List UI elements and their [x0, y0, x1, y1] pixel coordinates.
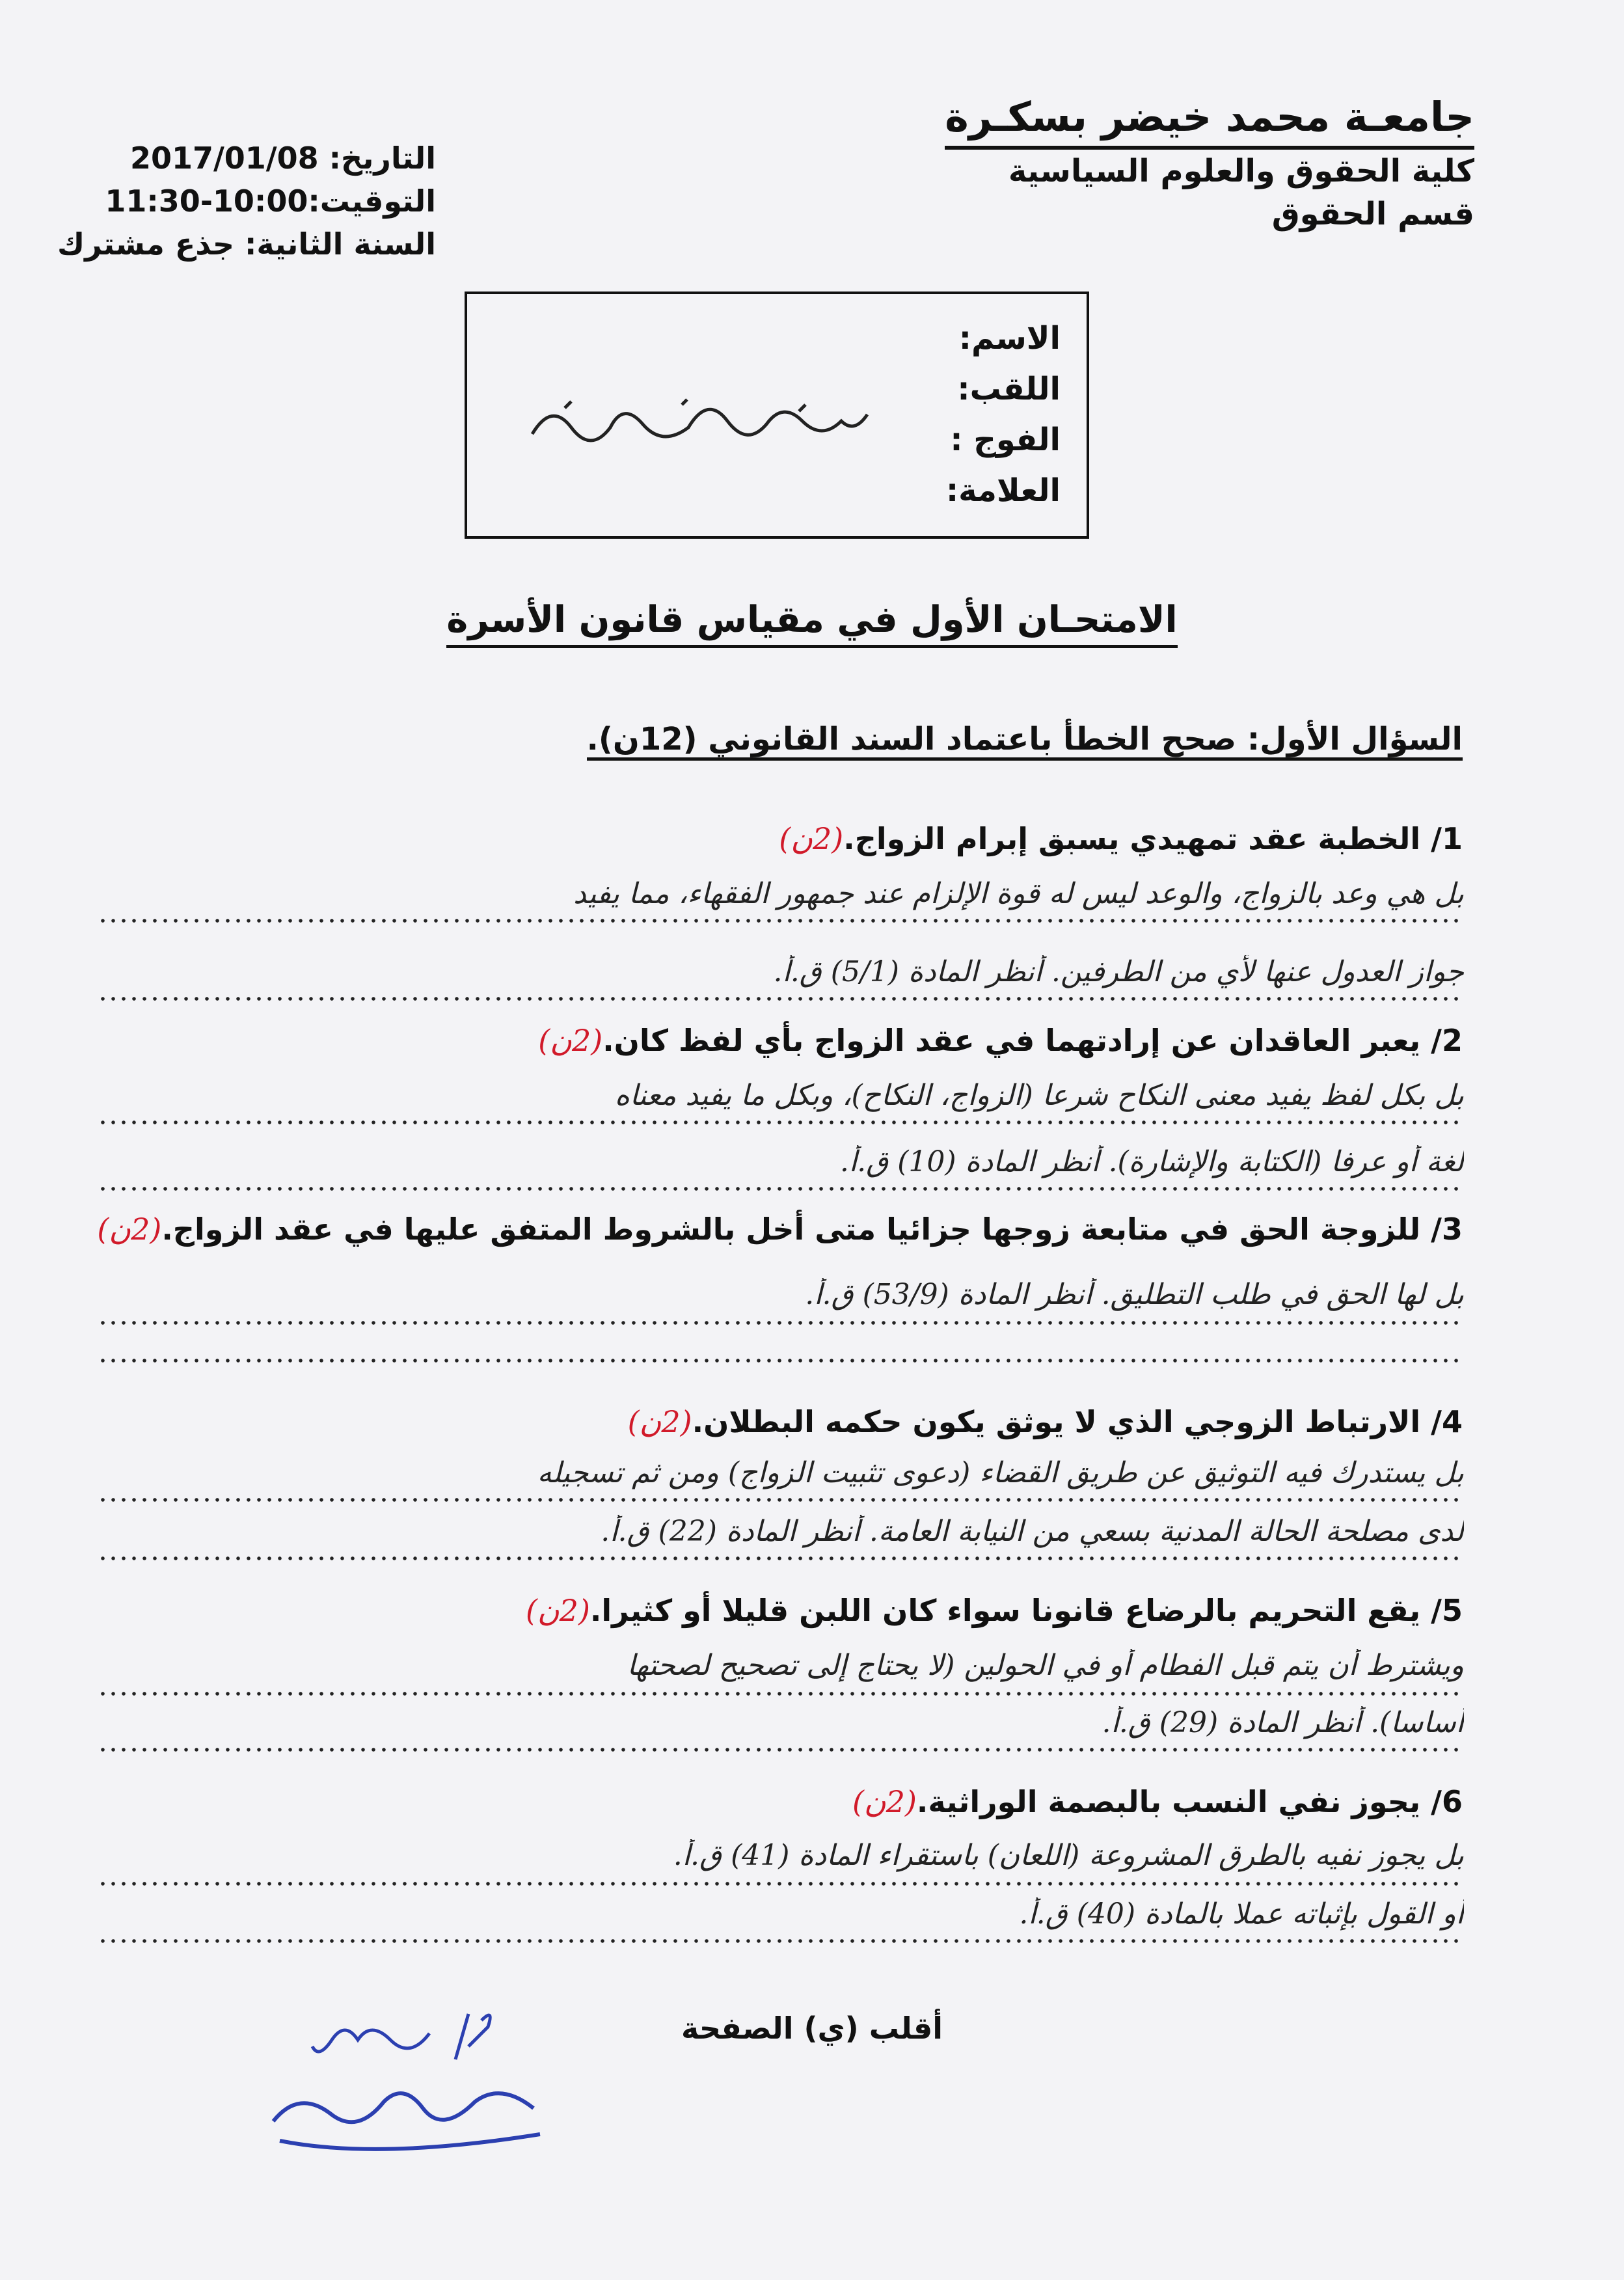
- turn-page-note: أقلب (ي) الصفحة: [681, 2011, 943, 2046]
- answer-line: [98, 1120, 1464, 1124]
- answer-line: [98, 1187, 1464, 1191]
- answer-line: [98, 1748, 1464, 1752]
- mark-label: العلامة:: [945, 472, 1061, 509]
- exam-title: الامتحـان الأول في مقياس قانون الأسرة: [0, 599, 1624, 648]
- answer-5-line-2: أساسا). أنظر المادة (29) ق.أ.: [1102, 1706, 1464, 1739]
- exam-date: التاريخ: 2017/01/08: [129, 141, 436, 176]
- student-identity-box: [465, 292, 1089, 539]
- answer-4-line-1: بل يستدرك فيه التوثيق عن طريق القضاء (دعوى تثبيت الزواج) ومن ثم تسجيله: [537, 1456, 1464, 1489]
- question-6: 6/ يجوز نفي النسب بالبصمة الوراثية.(2ن): [852, 1784, 1463, 1819]
- answer-line: [98, 1498, 1464, 1502]
- answer-2-line-1: بل بكل لفظ يفيد معنى النكاح شرعا (الزواج، النكاح)، وبكل ما يفيد معناه: [614, 1079, 1464, 1112]
- university-name: جامعـة محمد خيضر بسكـرة: [945, 91, 1474, 150]
- answer-line: [98, 1359, 1464, 1363]
- answer-2-line-2: لغة أو عرفا (الكتابة والإشارة). أنظر المادة (10) ق.أ.: [839, 1145, 1464, 1178]
- answer-line: [98, 997, 1464, 1001]
- answer-line: [98, 1556, 1464, 1560]
- answer-3-line-1: بل لها الحق في طلب التطليق. أنظر المادة (53/9) ق.أ.: [805, 1278, 1464, 1311]
- question-1: 1/ الخطبة عقد تمهيدي يسبق إبرام الزواج.(2ن): [779, 821, 1463, 856]
- institution-header: [945, 91, 1474, 236]
- question-2: 2/ يعبر العاقدان عن إرادتهما في عقد الزواج بأي لفظ كان.(2ن): [538, 1023, 1463, 1058]
- answer-1-line-2: جواز العدول عنها لأي من الطرفين. أنظر المادة (5/1) ق.أ.: [773, 955, 1464, 988]
- surname-label: اللقب:: [957, 371, 1061, 407]
- exam-year: السنة الثانية: جذع مشترك: [57, 226, 436, 262]
- department-name: قسم الحقوق: [1271, 196, 1474, 232]
- answer-1-line-1: بل هي وعد بالزواج، والوعد ليس له قوة الإلزام عند جمهور الفقهاء، مما يفيد: [573, 877, 1464, 910]
- group-label: الفوج :: [950, 422, 1061, 458]
- question-4: 4/ الارتباط الزوجي الذي لا يوثق يكون حكمه البطلان.(2ن): [627, 1404, 1463, 1439]
- answer-line: [98, 919, 1464, 923]
- handwritten-model-answer-signature: [519, 382, 884, 460]
- answer-line: [98, 1939, 1464, 1943]
- answer-5-line-1: ويشترط أن يتم قبل الفطام أو في الحولين (لا يحتاج إلى تصحيح لصحتها: [627, 1649, 1464, 1682]
- examiner-signature: [260, 2076, 560, 2160]
- answer-4-line-2: لدى مصلحة الحالة المدنية بسعي من النيابة العامة. أنظر المادة (22) ق.أ.: [601, 1515, 1464, 1548]
- exam-time: التوقيت:10:00-11:30: [105, 183, 436, 219]
- answer-6-line-1: بل يجوز نفيه بالطرق المشروعة (اللعان) باستقراء المادة (41) ق.أ.: [673, 1839, 1464, 1872]
- answer-line: [98, 1692, 1464, 1696]
- section-one-heading: السؤال الأول: صحح الخطأ باعتماد السند القانوني (12ن).: [587, 721, 1463, 757]
- exam-meta: [57, 137, 436, 265]
- answer-line: [98, 1882, 1464, 1886]
- name-label: الاسم:: [958, 320, 1061, 357]
- answer-6-line-2: أو القول بإثباته عملا بالمادة (40) ق.أ.: [1019, 1897, 1464, 1931]
- question-5: 5/ يقع التحريم بالرضاع قانونا سواء كان اللبن قليلا أو كثيرا.(2ن): [525, 1593, 1463, 1628]
- faculty-name: كلية الحقوق والعلوم السياسية: [1008, 153, 1474, 189]
- answer-line: [98, 1321, 1464, 1325]
- question-3: 3/ للزوجة الحق في متابعة زوجها جزائيا متى أخل بالشروط المتفق عليها في عقد الزواج.(2ن): [97, 1212, 1463, 1247]
